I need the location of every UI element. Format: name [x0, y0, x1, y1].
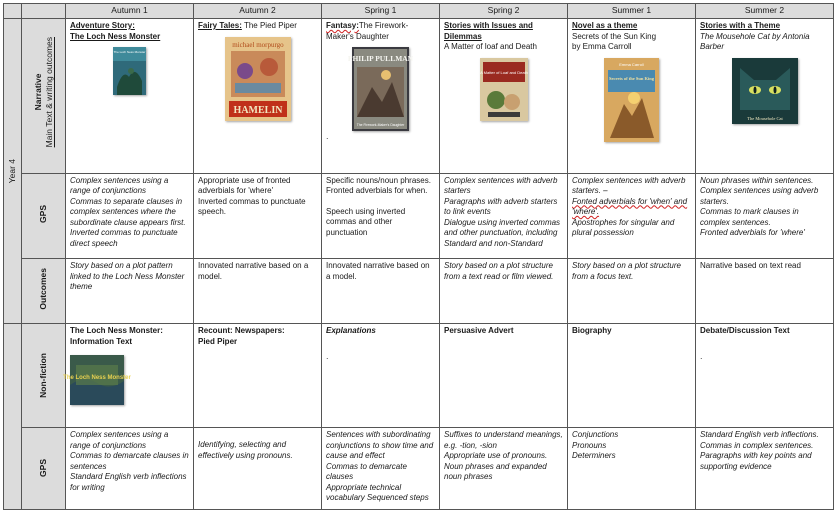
outcomes-row: [4, 259, 834, 324]
narrative-row: [4, 19, 834, 174]
narrative-cell-autumn-2: [194, 19, 322, 174]
outcomes-label: Outcomes: [38, 268, 48, 310]
text-subtitle: The Mousehole Cat by Antonia Barber: [700, 31, 810, 51]
year-cell: [4, 19, 22, 324]
gps-text: Apostrophes for singular and plural possession: [572, 217, 675, 238]
text-title: Novel as a theme: [572, 21, 638, 30]
gps-text: Standard English verb inflections for writing: [70, 472, 187, 492]
text-title: Recount: Newspapers:: [198, 326, 285, 335]
header-row: [4, 4, 834, 19]
year-label: Year 4: [7, 158, 17, 184]
svg-text:Secrets of the Sun King: Secrets of the Sun King: [609, 75, 654, 81]
text-subtitle: The Firework-Maker's Daughter: [326, 21, 409, 41]
nonfiction-cell-spring-2: [440, 324, 568, 428]
gps2-cell-autumn-1: [66, 428, 194, 510]
header-summer-2: Summer 2: [696, 4, 834, 19]
dot-marker: .: [326, 131, 329, 141]
gps2-cell-summer-1: [568, 428, 696, 510]
text-subtitle: Pied Piper: [198, 336, 238, 346]
svg-text:The Loch Ness Monster: The Loch Ness Monster: [63, 375, 131, 381]
gps-text: Complex sentences using a range of conjunctions: [70, 430, 169, 450]
gps-text: Commas to demarcate clauses: [326, 461, 407, 481]
gps-text: Appropriate use of pronouns.: [444, 451, 548, 460]
outcomes-cell-spring-2: Story based on a plot structure from a text read or film viewed.: [440, 259, 568, 324]
narrative-sublabel: Main Text & writing outcomes: [43, 36, 54, 148]
text-subtitle: The Loch Ness Monster: [70, 31, 161, 41]
outcomes-cell-summer-2: Narrative based on text read: [696, 259, 834, 324]
header-summer-1: Summer 1: [568, 4, 696, 19]
row-head-gps-1: [22, 173, 66, 259]
text-title: Stories with a Theme: [700, 21, 781, 30]
gps-text: Noun phrases within sentences.: [700, 175, 814, 185]
text-title: Persuasive Advert: [444, 326, 514, 335]
gps-label: GPS: [38, 204, 48, 223]
text-subtitle: A Matter of loaf and Death: [444, 42, 537, 51]
nonfiction-cell-spring-1: [322, 324, 440, 428]
dot-marker: .: [326, 350, 329, 361]
svg-text:michael morpurgo: michael morpurgo: [231, 40, 284, 49]
text-title: Stories with Issues and Dilemmas: [444, 21, 533, 41]
gps1-cell-spring-1: [322, 173, 440, 259]
book-cover-loch-ness: [113, 47, 146, 95]
gps1-cell-summer-1: [568, 173, 696, 259]
outcomes-cell-autumn-2: Innovated narrative based on a model.: [194, 259, 322, 324]
spacer: [326, 197, 435, 207]
gps-text: Standard English verb inflections.: [700, 430, 819, 439]
gps-text: Paragraphs with key points and supporting evidence: [700, 451, 812, 471]
gps-text: Pronouns: [572, 440, 607, 450]
outcomes-cell-autumn-1: Story based on a plot pattern linked to the Loch Ness Monster theme: [66, 259, 194, 324]
text-subtitle: The Pied Piper: [241, 21, 297, 30]
corner-cell: [22, 4, 66, 19]
gps2-cell-spring-2: [440, 428, 568, 510]
gps-text: Paragraphs with adverb starters to link events: [444, 196, 558, 217]
text-title: Debate/Discussion Text: [700, 326, 790, 335]
gps-text: Inverted commas to punctuate direct speech: [70, 228, 178, 248]
svg-text:The Loch Ness Monster: The Loch Ness Monster: [113, 50, 146, 54]
nonfiction-cell-summer-1: [568, 324, 696, 428]
gps-text: Appropriate use of fronted adverbials for 'where': [198, 175, 291, 196]
gps-text: Speech using inverted commas and other punctuation: [326, 206, 406, 237]
outcomes-cell-summer-1: Story based on a plot structure from a focus text.: [568, 259, 696, 324]
text-subtitle: Secrets of the Sun King: [572, 31, 657, 41]
gps-text: Complex sentences using a range of conjunctions: [70, 175, 169, 196]
gps-text: Appropriate technical vocabulary Sequenced steps: [326, 482, 429, 502]
gps-label-2: GPS: [38, 459, 48, 477]
text-title: Biography: [572, 326, 612, 335]
gps2-cell-summer-2: [696, 428, 834, 510]
gps-text: Complex sentences using adverb starters.: [700, 186, 819, 206]
svg-text:The Mousehole Cat: The Mousehole Cat: [746, 115, 783, 121]
header-spring-2: Spring 2: [440, 4, 568, 19]
gps2-cell-autumn-2: [194, 428, 322, 510]
nonfiction-cell-autumn-2: [194, 324, 322, 428]
book-cover-secrets-of-the-sun-king: [604, 58, 659, 142]
gps-text: Specific nouns/noun phrases.: [326, 175, 431, 185]
gps-text: Suffixes to understand meanings, e.g. -tion, -sion: [444, 430, 563, 450]
gps-text: Inverted commas to punctuate speech.: [198, 196, 306, 217]
gps1-cell-summer-2: [696, 173, 834, 259]
text-subtitle: by Emma Carroll: [572, 42, 632, 51]
gps-text: Conjunctions: [572, 430, 619, 439]
year-cell-lower: [4, 324, 22, 510]
svg-text:The Firework-Maker's Daughter: The Firework-Maker's Daughter: [356, 123, 405, 127]
narrative-cell-spring-2: [440, 19, 568, 174]
row-head-nonfiction: [22, 324, 66, 428]
gps-row-1: [4, 173, 834, 259]
book-cover-pied-piper: [225, 37, 291, 121]
svg-text:PHILIP PULLMAN: PHILIP PULLMAN: [347, 54, 414, 63]
text-title: The Loch Ness Monster:: [70, 326, 163, 335]
gps-text: Fonted adverbials for 'when' and 'where'.: [572, 196, 688, 217]
gps-text: Sentences with subordinating conjunctions to show time and cause and effect: [326, 430, 434, 460]
narrative-cell-summer-1: [568, 19, 696, 174]
outcomes-cell-spring-1: Innovated narrative based on a model.: [322, 259, 440, 324]
svg-text:Emma Carroll: Emma Carroll: [619, 61, 644, 67]
gps-text: Dialogue using inverted commas and other punctuation, including Standard and non-Standard: [444, 217, 561, 248]
header-spring-1: Spring 1: [322, 4, 440, 19]
gps-row-2: [4, 428, 834, 510]
nonfiction-cell-summer-2: [696, 324, 834, 428]
book-cover-loch-ness-info: [63, 355, 131, 405]
text-title: Adventure Story:: [70, 21, 135, 30]
header-autumn-2: Autumn 2: [194, 4, 322, 19]
nonfiction-row: [4, 324, 834, 428]
row-head-narrative: [22, 19, 66, 174]
gps-text: Fronted adverbials for when.: [326, 186, 428, 196]
gps-text: Determiners: [572, 451, 616, 460]
gps-text: Fronted adverbials for 'where': [700, 228, 805, 238]
gps-text: Identifying, selecting and effectively using pronouns.: [198, 440, 293, 460]
gps-text: Complex sentences with adverb starters: [444, 175, 558, 196]
gps-text: Commas to separate clauses in complex sentences where the subordinate clause appears first.: [70, 196, 186, 227]
gps-text: Noun phrases and expanded noun phrases: [444, 461, 547, 481]
gps1-cell-spring-2: [440, 173, 568, 259]
text-title: Explanations: [326, 326, 376, 335]
row-head-gps-2: [22, 428, 66, 510]
svg-text:A Matter of Loaf and Death: A Matter of Loaf and Death: [479, 69, 528, 75]
gps-text: Commas to demarcate clauses in sentences: [70, 451, 189, 471]
gps-text: Complex sentences with adverb starters. –: [572, 175, 686, 196]
header-autumn-1: Autumn 1: [66, 4, 194, 19]
dot-marker: .: [700, 350, 703, 361]
book-cover-matter-of-loaf-and-death: [480, 58, 528, 121]
narrative-cell-autumn-1: [66, 19, 194, 174]
nonfiction-label: Non-fiction: [38, 352, 48, 398]
narrative-cell-spring-1: [322, 19, 440, 174]
gps1-cell-autumn-1: [66, 173, 194, 259]
nonfiction-cell-autumn-1: [63, 324, 194, 428]
book-cover-mousehole-cat: [732, 58, 798, 124]
text-title: Fairy Tales:: [198, 21, 242, 30]
row-head-outcomes: [22, 259, 66, 324]
gps-text: Commas to mark clauses in complex sentences.: [700, 207, 799, 227]
narrative-cell-summer-2: [696, 19, 834, 174]
gps2-cell-spring-1: [322, 428, 440, 510]
svg-text:HAMELIN: HAMELIN: [233, 104, 282, 116]
text-title: Fantasy:: [326, 21, 359, 30]
book-cover-firework-makers-daughter: [347, 47, 414, 131]
gps-text: Commas in complex sentences.: [700, 440, 814, 450]
curriculum-table: [3, 3, 834, 510]
text-subtitle: Information Text: [70, 336, 133, 346]
narrative-label: Narrative: [32, 73, 43, 111]
gps1-cell-autumn-2: [194, 173, 322, 259]
corner-cell: [4, 4, 22, 19]
